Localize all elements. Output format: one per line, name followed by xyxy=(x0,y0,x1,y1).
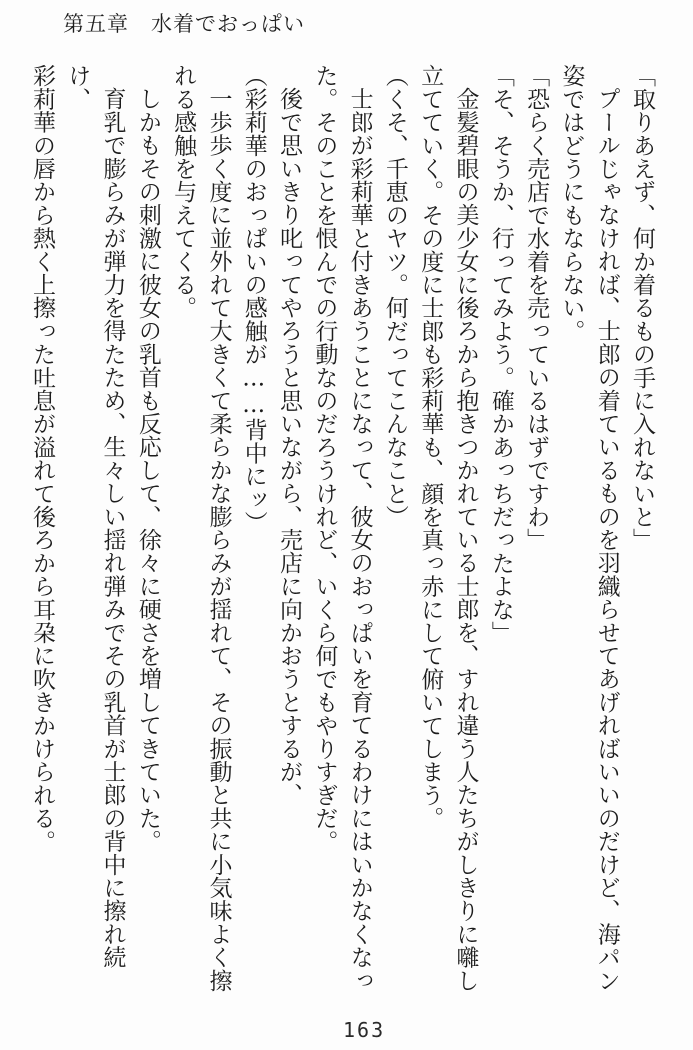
page-number: 163 xyxy=(343,1018,386,1042)
text-line: た。そのことを恨んでの行動なのだろうけれど、いくら何でもやりすぎだ。 xyxy=(311,64,338,853)
chapter-header: 第五章 水着でおっぱい xyxy=(63,12,305,36)
text-line: 「恐らく売店で水着を売っているはずですわ」 xyxy=(523,64,550,552)
text-line: 金髪碧眼の美少女に後ろから抱きつかれている士郎を、すれ違う人たちがしきりに囃し xyxy=(452,87,479,992)
text-line: プールじゃなければ、士郎の着ているものを羽織らせてあげればいいのだけど、海パン xyxy=(593,87,620,992)
text-line: 彩莉華の唇から熱く上擦った吐息が溢れて後ろから耳朶に吹きかけられる。 xyxy=(28,64,55,853)
text-line: （くそ、千恵のヤツ。何だってこんなこと） xyxy=(381,64,408,528)
text-line: れる感触を与えてくる。 xyxy=(170,64,197,320)
text-line: 育乳で膨らみが弾力を得たため、生々しい揺れ弾みでその乳首が士郎の背中に擦れ続け、 xyxy=(64,64,126,969)
text-line: （彩莉華のおっぱいの感触が……背中にッ） xyxy=(240,64,267,534)
text-line: 一歩歩く度に並外れて大きくて柔らかな膨らみが揺れて、その振動と共に小気味よく擦 xyxy=(205,87,232,992)
text-line: 「取りあえず、何か着るもの手に入れないと」 xyxy=(629,64,655,552)
text-line: 「そ、そうか、行ってみよう。確かあっちだったよな」 xyxy=(487,64,514,644)
text-line: 姿ではどうにもならない。 xyxy=(558,64,585,343)
text-line: 立てていく。その度に士郎も彩莉華も、顔を真っ赤にして俯いてしまう。 xyxy=(417,64,444,830)
page-body xyxy=(24,64,659,1012)
text-line: 後で思いきり叱ってやろうと思いながら、売店に向かおうとするが、 xyxy=(276,87,303,807)
text-line: 士郎が彩莉華と付きあうことになって、彼女のおっぱいを育てるわけにはいかなくなっ xyxy=(346,87,373,992)
text-line: しかもその刺激に彼女の乳首も反応して、徐々に硬さを増してきていた。 xyxy=(134,87,161,853)
